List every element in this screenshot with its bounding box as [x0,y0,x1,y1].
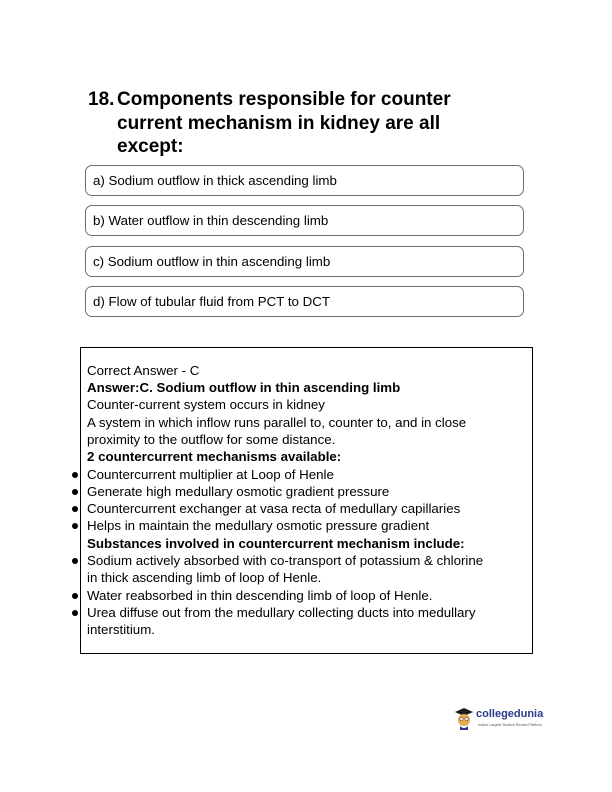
bullet-icon [72,593,78,599]
list-item: Water reabsorbed in thin descending limb of loop of Henle. [87,588,433,603]
list-item: Helps in maintain the medullary osmotic pressure gradient [87,518,430,533]
question-line: except: [117,136,184,157]
list-item: Generate high medullary osmotic gradient pressure [87,484,390,499]
bullet-icon [72,489,78,495]
bullet-icon [72,506,78,512]
logo-name: collegedunia [476,708,544,720]
list-item: Sodium actively absorbed with co-transport of potassium & chlorine [87,553,484,568]
list-item: Countercurrent multiplier at Loop of Henle [87,467,334,482]
question-text [88,88,508,159]
substances-heading: Substances involved in countercurrent mechanism include: [87,536,465,551]
bullet-icon [72,472,78,478]
answer-definition: proximity to the outflow for some distance. [87,432,336,447]
list-item-continuation: in thick ascending limb of loop of Henle. [87,570,322,585]
answer-intro: Counter-current system occurs in kidney [87,397,325,412]
correct-answer-label: Correct Answer - C [87,363,200,378]
logo-tagline: India's Largest Student Review Platform [478,723,542,727]
list-item: Urea diffuse out from the medullary collecting ducts into medullary [87,605,476,620]
bullet-icon [72,558,78,564]
option-b[interactable]: b) Water outflow in thin descending limb [85,205,524,236]
list-item: Countercurrent exchanger at vasa recta of medullary capillaries [87,501,461,516]
question-line: current mechanism in kidney are all [117,112,441,134]
mechanisms-heading: 2 countercurrent mechanisms available: [87,449,342,464]
question-number: 18. [88,89,115,110]
question-line: Components responsible for counter [117,89,451,110]
graduate-mascot-icon [454,706,474,730]
answer-definition: A system in which inflow runs parallel to, counter to, and in close [87,415,467,430]
option-a[interactable]: a) Sodium outflow in thick ascending limb [85,165,524,196]
bullet-icon [72,610,78,616]
answer-heading: Answer:C. Sodium outflow in thin ascending limb [87,380,401,395]
option-d[interactable]: d) Flow of tubular fluid from PCT to DCT [85,286,524,317]
collegedunia-logo[interactable] [454,706,564,736]
bullet-icon [72,523,78,529]
list-item-continuation: interstitium. [87,622,155,637]
option-c[interactable]: c) Sodium outflow in thin ascending limb [85,246,524,277]
